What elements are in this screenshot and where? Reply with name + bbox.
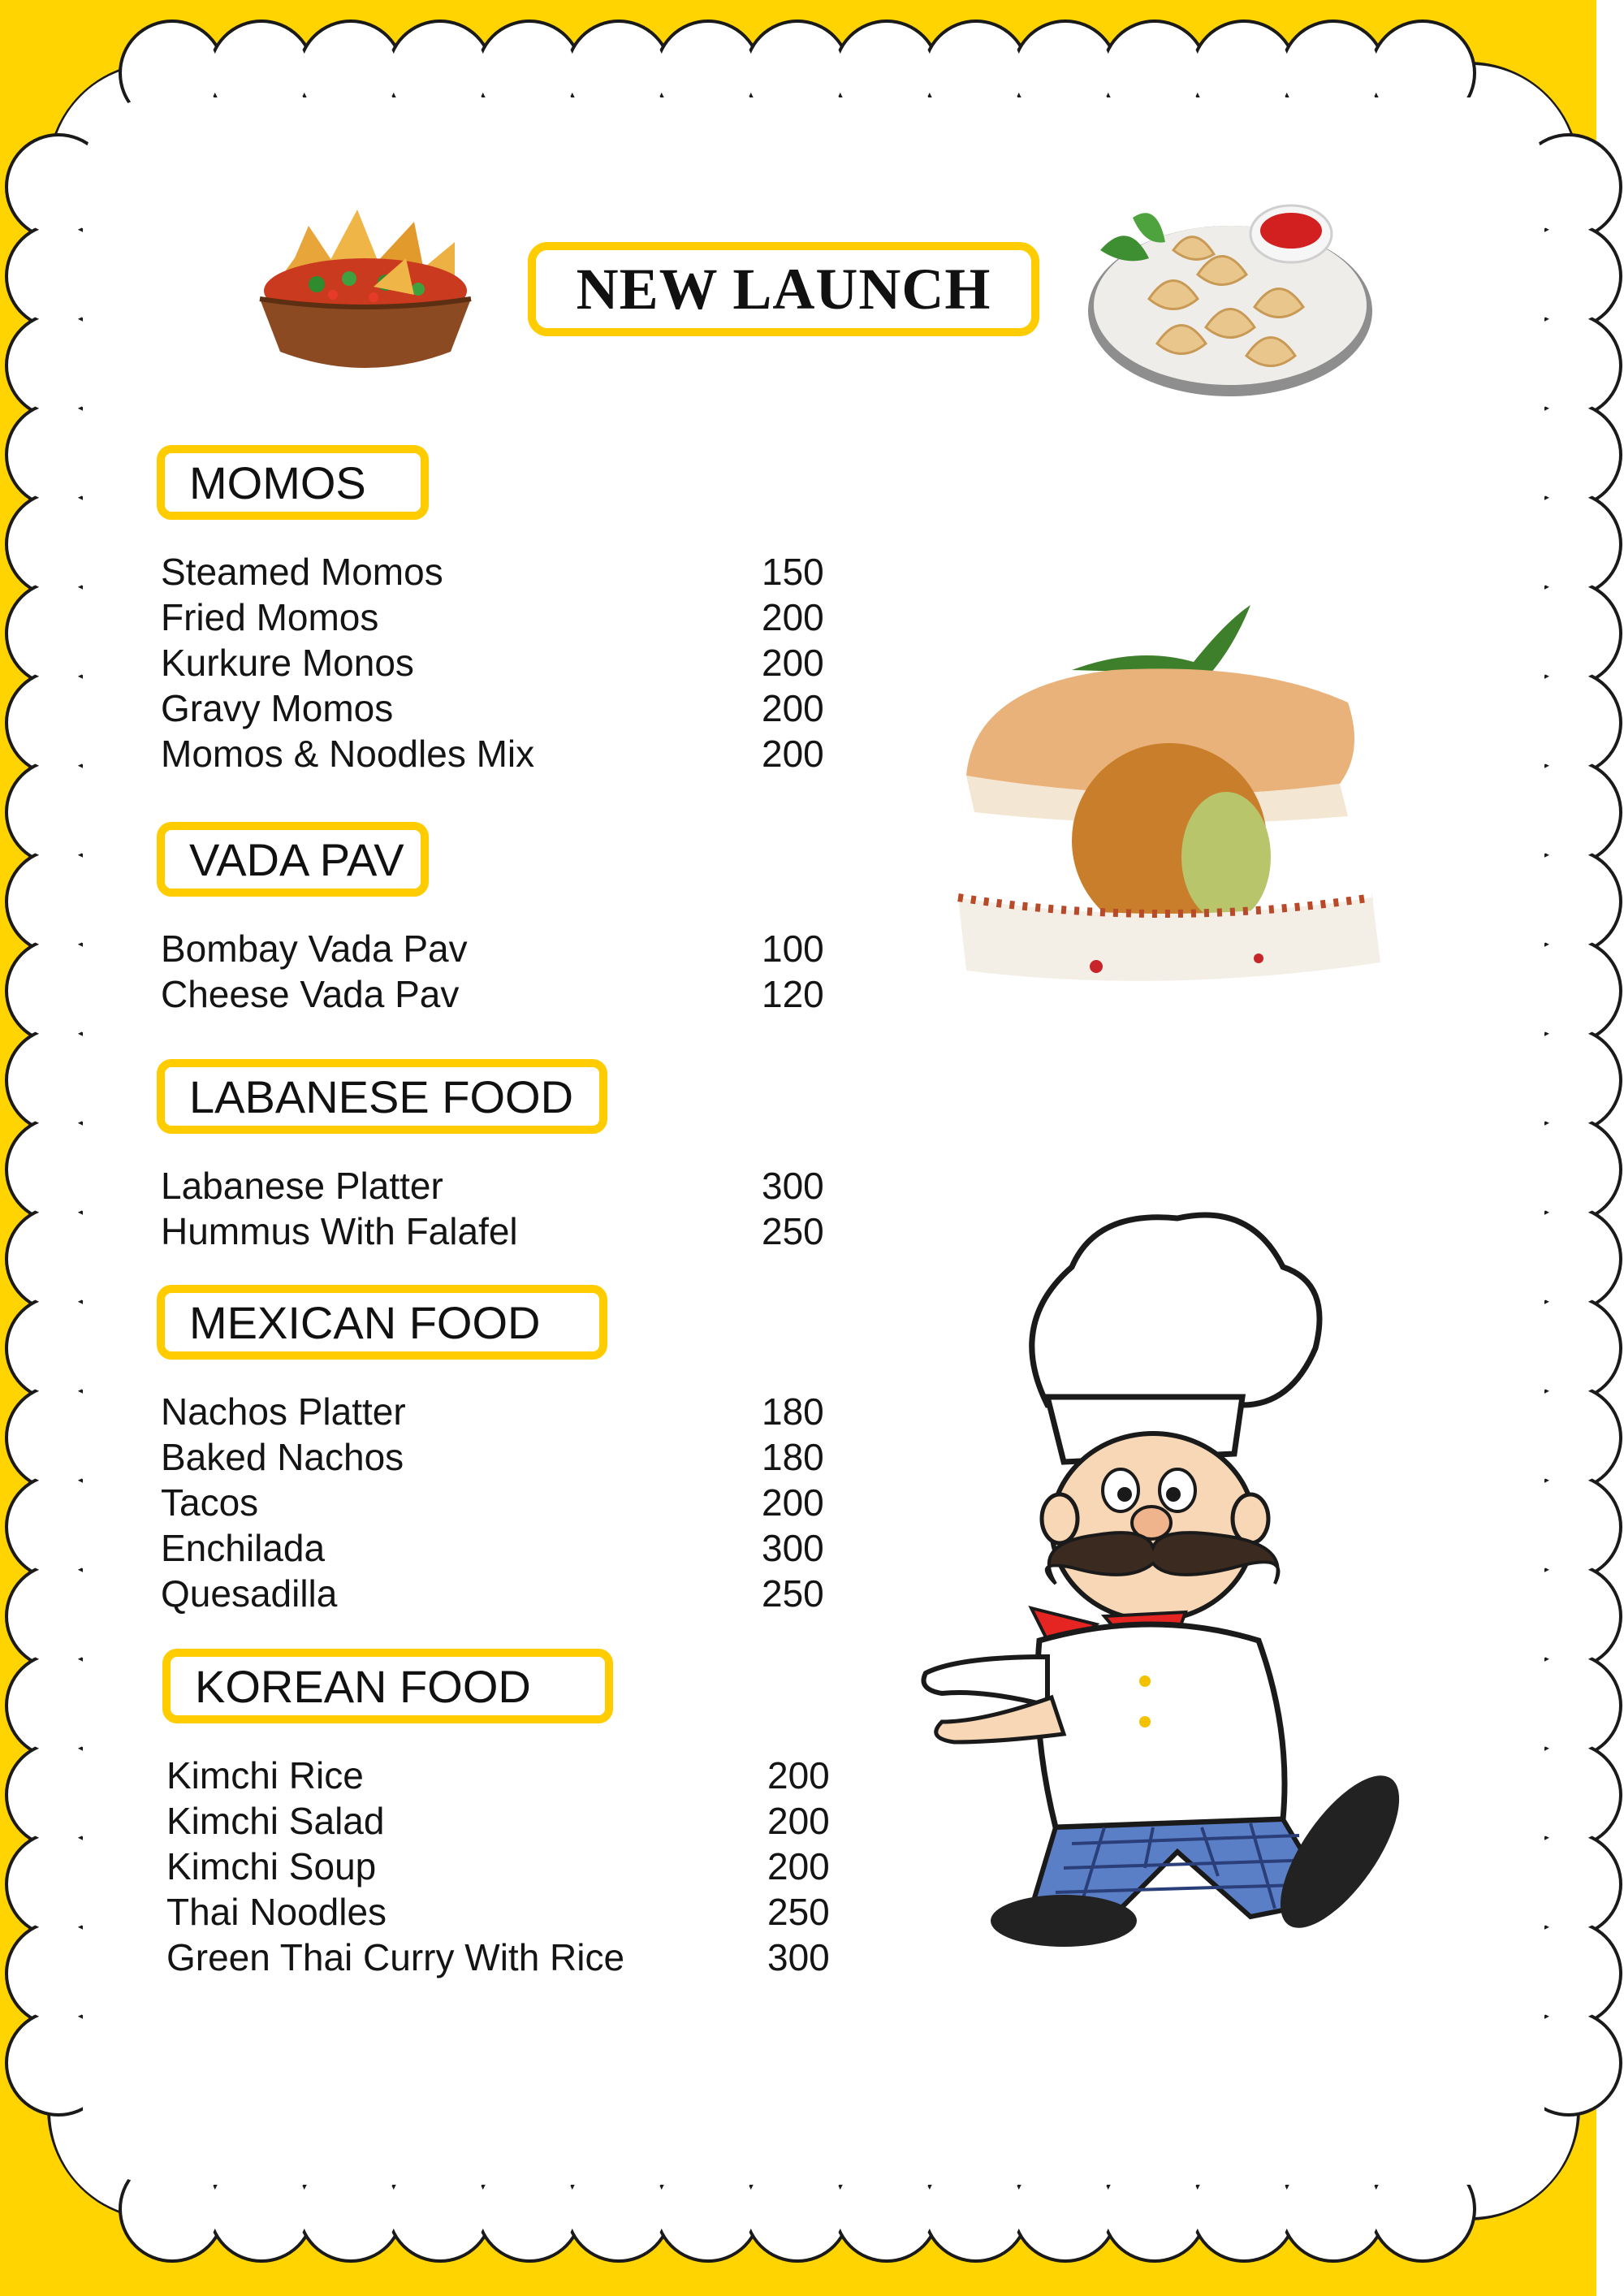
menu-item-name: Fried Momos [161, 596, 379, 638]
menu-item [161, 685, 824, 731]
category-header [157, 1059, 607, 1134]
menu-item-name: Tacos [161, 1481, 259, 1524]
menu-item-price: 150 [762, 551, 824, 593]
menu-item [161, 971, 824, 1017]
new-launch-title-box [528, 242, 1039, 336]
menu-item-name: Green Thai Curry With Rice [166, 1936, 625, 1978]
menu-item-name: Labanese Platter [161, 1165, 443, 1207]
nachos-bowl-image [252, 193, 479, 380]
menu-items-list [161, 1389, 824, 1616]
category-title: MOMOS [189, 456, 366, 508]
category-title: MEXICAN FOOD [189, 1296, 541, 1348]
menu-item-name: Hummus With Falafel [161, 1210, 518, 1252]
menu-item [161, 640, 824, 685]
menu-item-price: 200 [767, 1800, 830, 1842]
menu-item-price: 100 [762, 927, 824, 970]
menu-item [161, 595, 824, 640]
category-header [157, 445, 429, 520]
category-title: KOREAN FOOD [195, 1660, 531, 1712]
menu-item [166, 1798, 830, 1844]
menu-item-name: Gravy Momos [161, 687, 394, 729]
menu-item [161, 1434, 824, 1480]
menu-item [161, 731, 824, 776]
menu-item-price: 250 [762, 1210, 824, 1252]
menu-items-list [161, 549, 824, 776]
menu-item [166, 1935, 830, 1980]
menu-item [161, 549, 824, 595]
menu-item-name: Kimchi Salad [166, 1800, 385, 1842]
menu-item-price: 200 [762, 596, 824, 638]
menu-item-name: Enchilada [161, 1527, 326, 1569]
menu-item [161, 1163, 824, 1209]
menu-item [166, 1889, 830, 1935]
menu-item-price: 300 [762, 1165, 824, 1207]
menu-items-list [161, 1163, 824, 1254]
menu-item-price: 200 [762, 687, 824, 729]
menu-items-list [161, 926, 824, 1017]
menu-item-price: 200 [762, 733, 824, 775]
menu-item-price: 120 [762, 973, 824, 1015]
menu-item-price: 200 [767, 1845, 830, 1887]
menu-item-name: Nachos Platter [161, 1390, 406, 1433]
category-header [157, 822, 429, 897]
menu-item-price: 200 [762, 642, 824, 684]
menu-item-price: 200 [762, 1481, 824, 1524]
menu-item-name: Thai Noodles [166, 1891, 387, 1933]
category-title: VADA PAV [189, 833, 404, 885]
menu-item-price: 250 [762, 1572, 824, 1615]
menu-item-name: Quesadilla [161, 1572, 338, 1615]
menu-item-price: 200 [767, 1754, 830, 1797]
menu-item-price: 250 [767, 1891, 830, 1933]
menu-item [161, 1571, 824, 1616]
menu-item [161, 1209, 824, 1254]
category-header [157, 1285, 607, 1360]
menu-item [161, 1389, 824, 1434]
menu-item-name: Cheese Vada Pav [161, 973, 460, 1015]
vada-pav-image [950, 589, 1389, 1019]
menu-item-name: Bombay Vada Pav [161, 927, 468, 970]
menu-item-price: 300 [767, 1936, 830, 1978]
menu-item [161, 1525, 824, 1571]
chef-mascot-image [909, 1202, 1462, 1957]
menu-item-price: 180 [762, 1436, 824, 1478]
menu-items-list [166, 1753, 830, 1980]
menu-item-price: 300 [762, 1527, 824, 1569]
menu-item [166, 1844, 830, 1889]
menu-item-name: Kimchi Soup [166, 1845, 377, 1887]
page-title: NEW LAUNCH [576, 256, 991, 322]
menu-item-name: Momos & Noodles Mix [161, 733, 535, 775]
menu-item-name: Kurkure Monos [161, 642, 414, 684]
category-header [162, 1649, 613, 1723]
momos-plate-image [1084, 185, 1376, 404]
menu-item-name: Baked Nachos [161, 1436, 404, 1478]
menu-item-name: Kimchi Rice [166, 1754, 364, 1797]
menu-item-name: Steamed Momos [161, 551, 443, 593]
menu-item [161, 926, 824, 971]
category-title: LABANESE FOOD [189, 1070, 574, 1122]
menu-item [166, 1753, 830, 1798]
menu-item [161, 1480, 824, 1525]
menu-item-price: 180 [762, 1390, 824, 1433]
